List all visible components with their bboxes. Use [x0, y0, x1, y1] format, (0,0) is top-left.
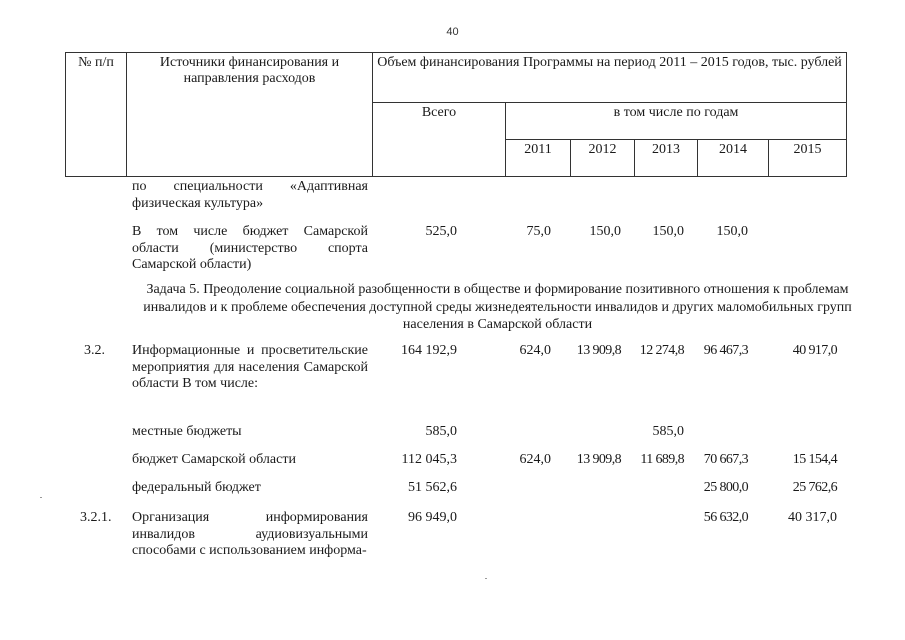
row-2014: 56 632,0: [703, 510, 748, 525]
page-number: 40: [446, 26, 459, 38]
row-text: Информационные и просветительские мероприятия для населения Самарской области В том числе:: [132, 343, 368, 391]
row-number: 3.2.: [84, 343, 105, 358]
row-2014: 70 667,3: [703, 452, 748, 467]
row-text: бюджет Самарской области: [132, 452, 296, 467]
row-2015: 25 762,6: [792, 480, 837, 495]
row-text: федеральный бюджет: [132, 480, 261, 495]
row-text: В том числе бюджет Самарской области (министерство спорта Самарской области): [132, 224, 368, 272]
row-2013: 585,0: [652, 424, 684, 439]
table-header: [65, 52, 847, 177]
row-2011: 624,0: [519, 452, 551, 467]
row-2012: 150,0: [589, 224, 621, 239]
row-2012: 13 909,8: [576, 452, 621, 467]
scan-speck: [40, 497, 42, 498]
header-col-source: Источники финансирования и направления расходов: [127, 53, 373, 177]
header-year-2015: 2015: [769, 139, 847, 176]
row-2011: 75,0: [526, 224, 551, 239]
row-total: 585,0: [425, 424, 457, 439]
row-2014: 96 467,3: [703, 343, 748, 358]
row-2011: 624,0: [519, 343, 551, 358]
row-2014: 150,0: [716, 224, 748, 239]
row-2014: 25 800,0: [703, 480, 748, 495]
row-text: Организация информирования инвалидов аудиовизуальными способами с использованием информа-: [132, 510, 368, 558]
row-total: 112 045,3: [401, 452, 457, 467]
header-col-by-years: в том числе по годам: [506, 103, 847, 139]
header-col-no: № п/п: [66, 53, 127, 177]
header-year-2014: 2014: [698, 139, 769, 176]
row-number: 3.2.1.: [80, 510, 112, 525]
header-col-volume: Объем финансирования Программы на период 2011 – 2015 годов, тыс. рублей: [373, 53, 847, 103]
row-2012: 13 909,8: [576, 343, 621, 358]
header-year-2011: 2011: [506, 139, 571, 176]
scan-speck: [485, 578, 487, 579]
row-total: 51 562,6: [408, 480, 457, 495]
task-5-heading: Задача 5. Преодоление социальной разобщенности в обществе и формирование позитивного отношения к проблемам инвалидов и к проблеме обеспечения доступной среды жизнедеятельности инвалидов и других маломобильных групп населения в Самарской области: [143, 282, 852, 332]
row-text: местные бюджеты: [132, 424, 242, 439]
row-2013: 12 274,8: [639, 343, 684, 358]
row-2013: 150,0: [652, 224, 684, 239]
row-2015: 15 154,4: [792, 452, 837, 467]
row-2013: 11 689,8: [640, 452, 684, 467]
row-2015: 40 917,0: [792, 343, 837, 358]
header-year-2012: 2012: [571, 139, 635, 176]
row-total: 96 949,0: [408, 510, 457, 525]
row-text: по специальности «Адаптивная физическая культура»: [132, 179, 368, 211]
header-year-2013: 2013: [635, 139, 698, 176]
row-total: 525,0: [425, 224, 457, 239]
row-2015: 40 317,0: [788, 510, 837, 525]
header-col-total: Всего: [373, 103, 506, 177]
row-total: 164 192,9: [401, 343, 457, 358]
